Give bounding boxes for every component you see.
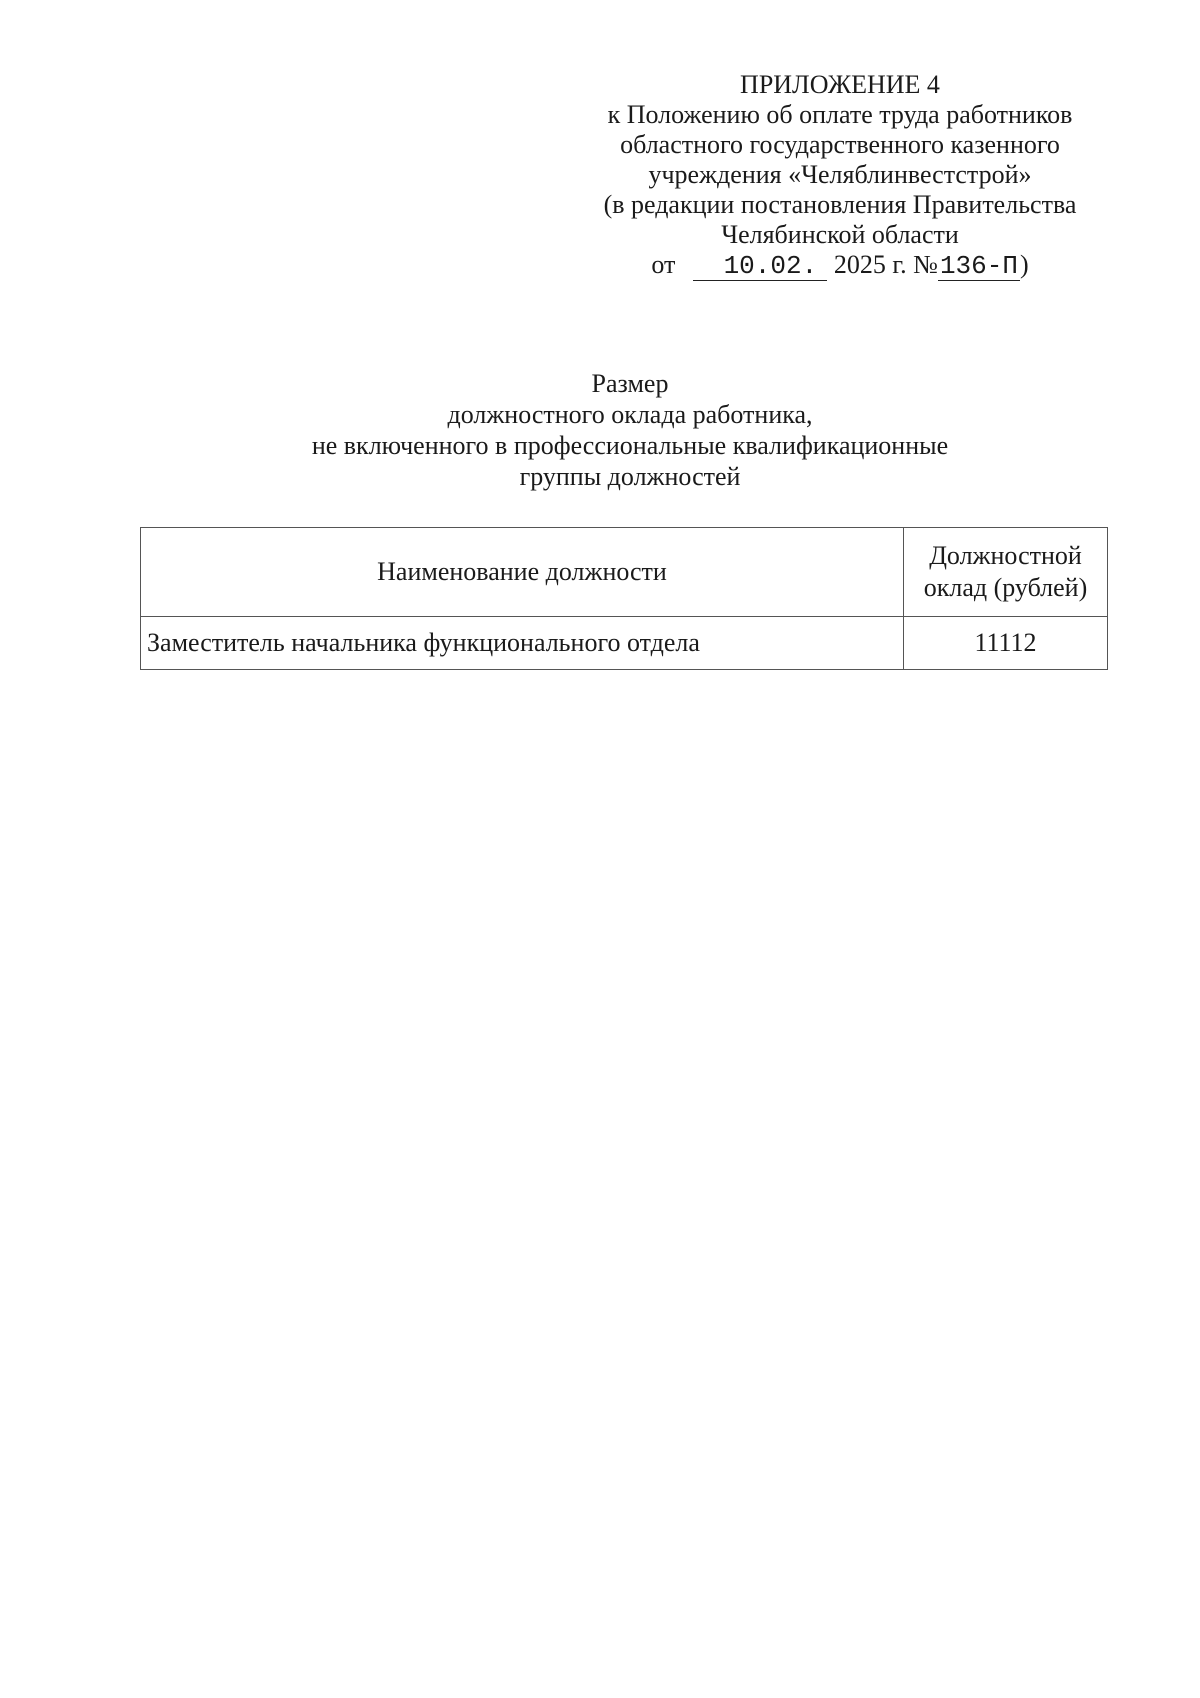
date-value: 10.02.: [693, 252, 827, 281]
decree-number: 136-П: [939, 251, 1018, 281]
appendix-line: Челябинской области: [721, 220, 959, 249]
salary-cell: 11112: [904, 617, 1108, 670]
appendix-line: учреждения «Челяблинвестстрой»: [648, 160, 1032, 189]
header-salary: [904, 528, 1108, 617]
document-title: [200, 368, 1060, 492]
appendix-block: [560, 70, 1120, 281]
table-row: [141, 617, 1108, 670]
appendix-line: к Положению об оплате труда работников: [607, 100, 1073, 129]
title-line: Размер: [591, 369, 669, 398]
position-name-cell: Заместитель начальника функционального отдела: [141, 617, 904, 670]
year-text: 2025 г. №: [833, 250, 938, 279]
header-position-name: Наименование должности: [141, 528, 904, 617]
table-header-row: [141, 528, 1108, 617]
appendix-heading: ПРИЛОЖЕНИЕ 4: [740, 70, 940, 99]
header-salary-line1: Должностной: [929, 541, 1082, 570]
salary-table: [140, 527, 1108, 670]
appendix-line: (в редакции постановления Правительства: [603, 190, 1077, 219]
date-label: от: [651, 250, 676, 279]
title-line: группы должностей: [519, 462, 741, 491]
title-line: не включенного в профессиональные квалификационные: [311, 431, 949, 460]
appendix-date-line: [560, 250, 1120, 281]
closing-paren: ): [1019, 250, 1029, 279]
title-line: должностного оклада работника,: [447, 400, 813, 429]
header-salary-line2: оклад (рублей): [923, 573, 1088, 602]
appendix-line: областного государственного казенного: [620, 130, 1060, 159]
